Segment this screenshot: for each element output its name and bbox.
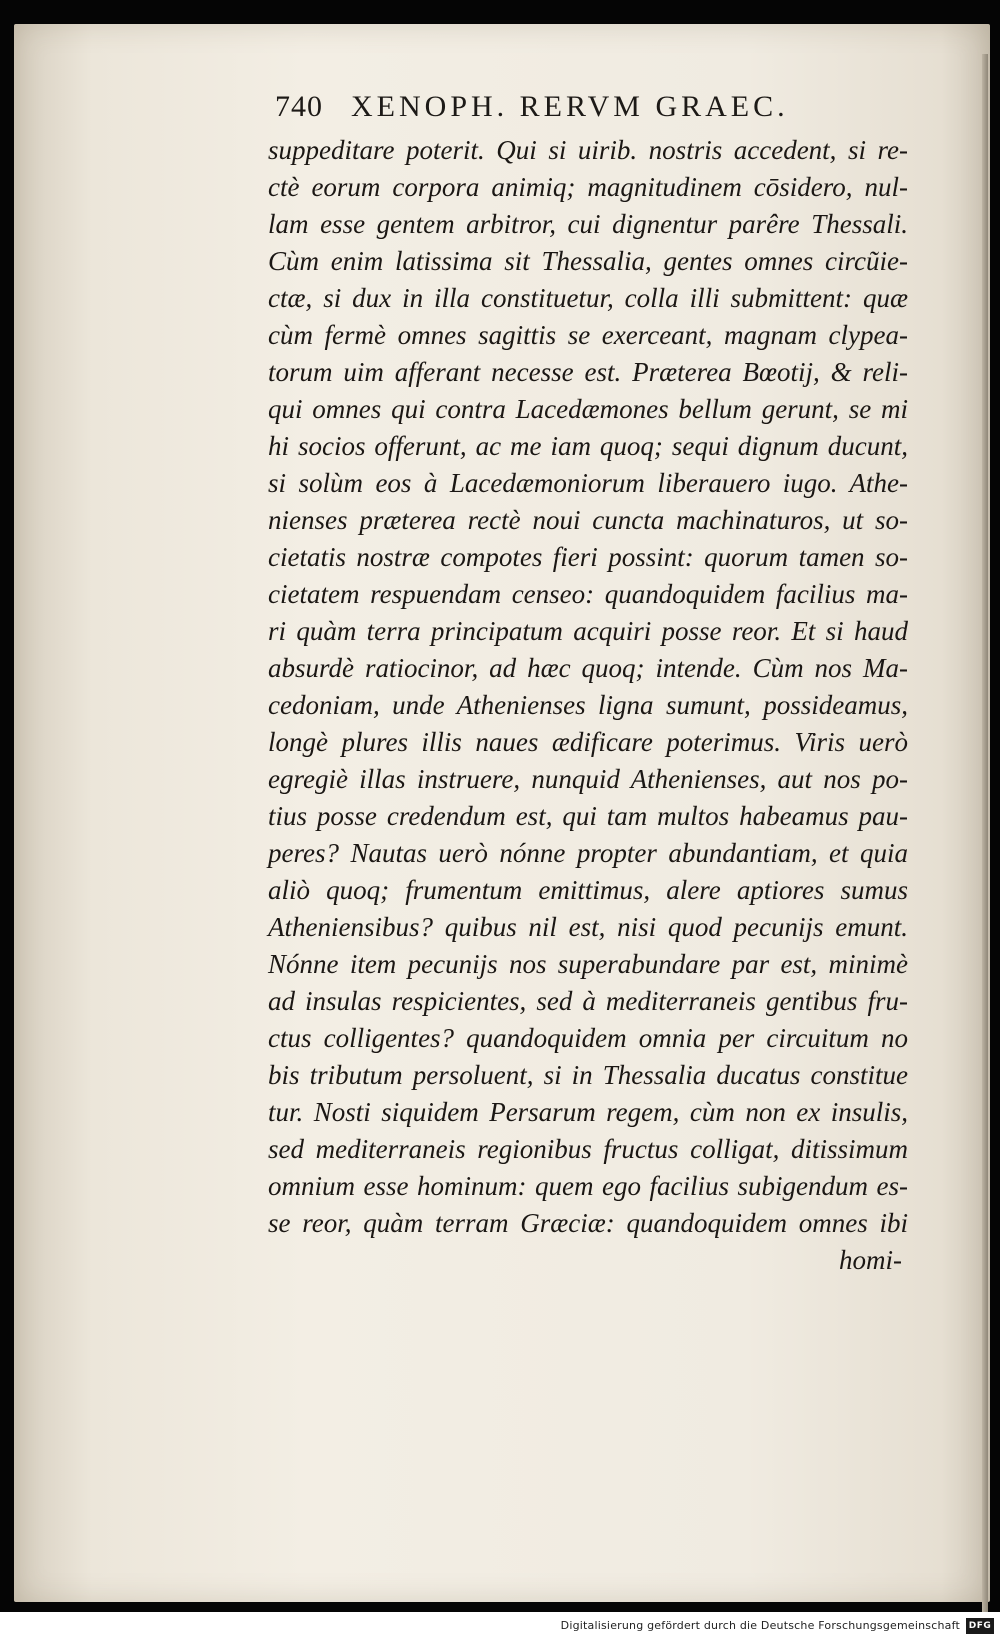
text-line: cùm fermè omnes sagittis se exerceant, magnam clypea-: [268, 320, 908, 350]
page-number: 740: [275, 90, 323, 123]
text-line: lam esse gentem arbitror, cui dignentur parêre Thessali.: [268, 209, 908, 239]
body-text: [268, 132, 908, 1279]
text-line: ctus colligentes? quandoquidem omnia per circuitum no: [268, 1023, 908, 1053]
text-line: qui omnes qui contra Lacedæmones bellum gerunt, se mi: [268, 394, 908, 424]
text-line: se reor, quàm terram Græciæ: quandoquidem omnes ibi: [268, 1208, 908, 1238]
text-line: Atheniensibus? quibus nil est, nisi quod pecunijs emunt.: [268, 912, 908, 942]
footer-bar: [0, 1612, 1000, 1642]
text-line: tius posse credendum est, qui tam multos habeamus pau-: [268, 801, 908, 831]
text-line: ad insulas respicientes, sed à mediterraneis gentibus fru-: [268, 986, 908, 1016]
text-line: Cùm enim latissima sit Thessalia, gentes omnes circũie-: [268, 246, 908, 276]
text-line: peres? Nautas uerò nónne propter abundantiam, et quia: [268, 838, 908, 868]
text-line: cietatem respuendam censeo: quandoquidem facilius ma-: [268, 579, 908, 609]
text-line: ctæ, si dux in illa constituetur, colla illi submittent: quæ: [268, 283, 908, 313]
dfg-logo-icon: DFG: [966, 1618, 994, 1634]
text-line: bis tributum persoluent, si in Thessalia ducatus constitue: [268, 1060, 908, 1090]
text-line: egregiè illas instruere, nunquid Athenienses, aut nos po-: [268, 764, 908, 794]
funding-credit: Digitalisierung gefördert durch die Deutsche Forschungsgemeinschaft: [560, 1619, 960, 1632]
text-line: omnium esse hominum: quem ego facilius subigendum es-: [268, 1171, 908, 1201]
running-head: [275, 90, 895, 138]
text-line: nienses præterea rectè noui cuncta machinaturos, ut so-: [268, 505, 908, 535]
text-line: sed mediterraneis regionibus fructus colligat, ditissimum: [268, 1134, 908, 1164]
running-title: XENOPH. RERVM GRAEC.: [351, 90, 789, 123]
text-line: hi socios offerunt, ac me iam quoq; sequi dignum ducunt,: [268, 431, 908, 461]
text-line: cedoniam, unde Athenienses ligna sumunt, possideamus,: [268, 690, 908, 720]
text-line: longè plures illis naues ædificare poterimus. Viris uerò: [268, 727, 908, 757]
text-line: Nónne item pecunijs nos superabundare par est, minimè: [268, 949, 908, 979]
page-edge: [982, 54, 988, 1612]
text-line: torum uim afferant necesse est. Præterea Bœotij, & reli-: [268, 357, 908, 387]
text-line: ctè eorum corpora animiq; magnitudinem cōsidero, nul-: [268, 172, 908, 202]
text-line: ri quàm terra principatum acquiri posse reor. Et si haud: [268, 616, 908, 646]
text-line: aliò quoq; frumentum emittimus, alere aptiores sumus: [268, 875, 908, 905]
catchword: homi-: [839, 1245, 902, 1275]
text-line: si solùm eos à Lacedæmoniorum liberauero iugo. Athe-: [268, 468, 908, 498]
text-line: cietatis nostræ compotes fieri possint: quorum tamen so-: [268, 542, 908, 572]
text-line: absurdè ratiocinor, ad hæc quoq; intende. Cùm nos Ma-: [268, 653, 908, 683]
text-line: tur. Nosti siquidem Persarum regem, cùm non ex insulis,: [268, 1097, 908, 1127]
text-line: suppeditare poterit. Qui si uirib. nostris accedent, si re-: [268, 135, 908, 165]
